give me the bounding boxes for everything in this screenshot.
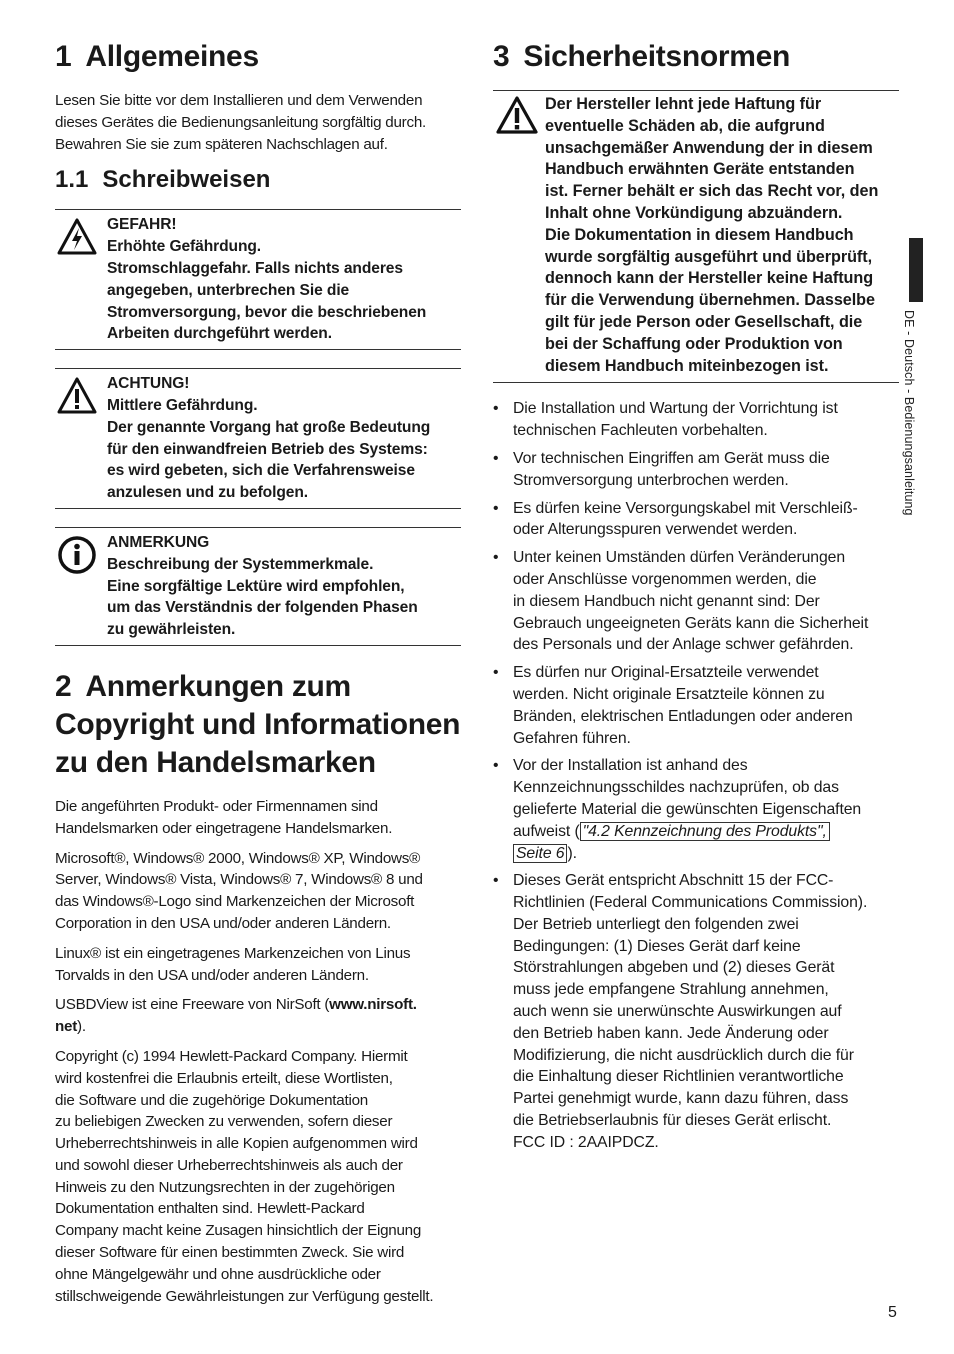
lightning-warning-icon [57, 217, 97, 257]
exclamation-warning-icon [57, 376, 97, 416]
list-item: • Die Installation und Wartung der Vorrichtung ist technischen Fachleuten vorbehalten. [493, 400, 838, 440]
right-column [493, 38, 899, 1160]
section-2-heading: 2 Anmerkungen zum Copyright und Informationen zu den Handelsmarken [55, 669, 461, 779]
cross-reference-link[interactable]: "4.2 Kennzeichnung des Produkts", [580, 822, 830, 841]
list-item: • Unter keinen Umständen dürfen Veränderungen oder Anschlüsse vorgenommen werden, die in diesem Handbuch nicht genannt sind: Der Gebrauch ungeeigneten Geräts kann die Sicherheit des Personals und der Anlage schwer gefährden. [493, 549, 869, 654]
side-tab-marker [909, 238, 923, 302]
intro-paragraph: Lesen Sie bitte vor dem Installieren und dem Verwenden dieses Gerätes die Bedienungsanleitung sorgfältig durch. Bewahren Sie sie zum späteren Nachschlagen auf. [55, 92, 426, 153]
notice-caution: ACHTUNG! Mittlere Gefährdung. Der genannte Vorgang hat große Bedeutung für den einwandfreien Betrieb des Systems: es wird gebeten, sich die Verfahrensweise anzulesen und zu befolgen. [55, 368, 461, 509]
nirsoft-link-text: www.nirsoft. [329, 996, 417, 1014]
trademark-paragraph-4: USBDView ist eine Freeware von NirSoft (www.nirsoft. net). [55, 996, 417, 1036]
safety-list [493, 398, 899, 1153]
page-number: 5 [888, 1304, 897, 1321]
list-item: • Es dürfen keine Versorgungskabel mit Verschleiß- oder Alterungsspuren verwendet werden. [493, 499, 858, 539]
exclamation-warning-icon [495, 95, 539, 135]
left-column [55, 38, 461, 1315]
cross-reference-page-link[interactable]: Seite 6 [513, 844, 567, 863]
section-1-heading: 1 Allgemeines [55, 40, 259, 73]
info-icon [57, 535, 97, 575]
list-item: • Vor der Installation ist anhand des Kennzeichnungsschildes nachzuprüfen, ob das gelieferte Material die gewünschten Eigenschaften aufweist ( "4.2 Kennzeichnung des Produkts", Seite 6 ). [493, 757, 862, 862]
trademark-paragraph-1: Die angeführten Produkt- oder Firmennamen sind Handelsmarken oder eingetragene Handelsmarken. [55, 797, 393, 837]
liability-notice: Der Hersteller lehnt jede Haftung für eventuelle Schäden ab, die aufgrund unsachgemäßer Anwendung der in diesem Handbuch erwähnten Geräte entstanden ist. Ferner behält er sich das Recht vor, den Inhalt ohne Vorkündigung abzuändern. Die Dokumentation in diesem Handbuch wurde sorgfältig ausgeführt und überprüft, dennoch kann der Hersteller keine Haftung für die Verwendung übernehmen. Dasselbe gilt für jede Person oder Gesellschaft, die bei der Schaffung oder Produktion von diesem Handbuch miteinbezogen ist. [493, 90, 899, 383]
list-item: • Es dürfen nur Original-Ersatzteile verwendet werden. Nicht originale Ersatzteile können zu Bränden, elektrischen Entladungen oder anderen Gefahren führen. [493, 664, 853, 747]
section-3-heading: 3 Sicherheitsnormen [493, 40, 791, 73]
list-item: • Dieses Gerät entspricht Abschnitt 15 der FCC- Richtlinien (Federal Communications Commission). Der Betrieb unterliegt den folgenden zwei Bedingungen: (1) Dieses Gerät darf keine Störstrahlungen abgeben und (2) dieses Gerät muss jede empfangene Strahlung annehmen, auch wenn sie unerwünschte Auswirkungen auf den Betrieb haben kann. Jede Änderung oder Modifizierung, die nicht ausdrücklich durch die für die Einhaltung dieser Richtlinien verantwortliche Partei genehmigt wurde, kann dazu führen, dass die Betriebserlaubnis für dieses Gerät erlischt. FCC ID : 2AAIPDCZ. [493, 872, 868, 1151]
list-item: • Vor technischen Eingriffen am Gerät muss die Stromversorgung unterbrochen werden. [493, 449, 830, 489]
notice-danger: GEFAHR! Erhöhte Gefährdung. Stromschlaggefahr. Falls nichts anderes angegeben, unterbrechen Sie die Stromversorgung, bevor die beschriebenen Arbeiten durchgeführt werden. [55, 209, 461, 350]
trademark-paragraph-3: Linux® ist ein eingetragenes Markenzeichen von Linus Torvalds in den USA und/oder anderen Ländern. [55, 944, 411, 984]
trademark-paragraph-2: Microsoft®, Windows® 2000, Windows® XP, Windows® Server, Windows® Vista, Windows® 7, Windows® 8 und das Windows®-Logo sind Markenzeichen der Microsoft Corporation in den USA und/oder anderen Ländern. [55, 849, 423, 932]
copyright-paragraph: Copyright (c) 1994 Hewlett-Packard Company. Hiermit wird kostenfrei die Erlaubnis erteilt, diese Wortlisten, die Software und die zugehörige Dokumentation zu beliebigen Zwecken zu verwenden, sofern dieser Urheberrechtshinweis in alle Kopien aufgenommen wird und sowohl dieser Urheberrechtshinweis als auch der Hinweis zu den Nutzungsrechten in der zugehörigen Dokumentation enthalten sind. Hewlett-Packard Company macht keine Zusagen hinsichtlich der Eignung dieser Software für einen bestimmten Zweck. Sie wird ohne Mängelgewähr und ohne ausdrückliche oder stillschweigende Gewährleistungen zur Verfügung gestellt. [55, 1047, 434, 1305]
notice-note: ANMERKUNG Beschreibung der Systemmerkmale. Eine sorgfältige Lektüre wird empfohlen, um das Verständnis der folgenden Phasen zu gewährleisten. [55, 527, 461, 646]
section-1-1-heading: 1.1 Schreibweisen [55, 166, 271, 194]
side-label: DE - Deutsch - Bedienungsanleitung [902, 310, 916, 516]
